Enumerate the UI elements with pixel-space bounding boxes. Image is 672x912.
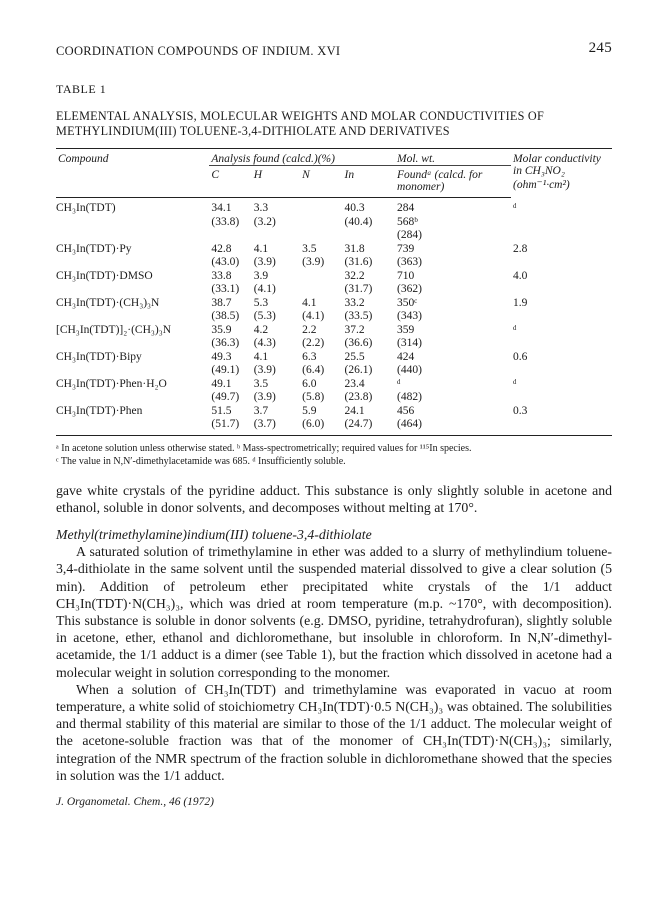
cell-compound bbox=[56, 310, 209, 324]
cell-conductivity: 0.6 bbox=[513, 350, 528, 363]
table-body bbox=[56, 198, 612, 436]
table-row bbox=[56, 297, 612, 311]
cell-c: (33.8) bbox=[211, 215, 240, 228]
table-row bbox=[56, 391, 612, 405]
cell-in bbox=[343, 229, 395, 243]
header-analysis: Analysis found (calcd.)(%) bbox=[209, 149, 395, 166]
cell-compound: CH₃In(TDT)·Bipy bbox=[56, 350, 142, 363]
header-h: H bbox=[252, 166, 300, 198]
cell-in: (26.1) bbox=[344, 364, 373, 376]
cell-c: 38.7 bbox=[211, 296, 232, 309]
cell-n bbox=[300, 283, 342, 297]
table-footnotes bbox=[56, 442, 612, 468]
header-c: C bbox=[209, 166, 251, 198]
header-found: Foundᵃ (calcd. for monomer) bbox=[395, 166, 511, 198]
cell-in: 23.4 bbox=[344, 377, 365, 390]
cell-conductivity bbox=[511, 337, 612, 351]
cell-conductivity: ᵈ bbox=[513, 377, 517, 390]
cell-in: 31.8 bbox=[344, 242, 365, 255]
cell-compound: [CH₃In(TDT)]₂·(CH₃)₃N bbox=[56, 323, 172, 336]
cell-h: (4.3) bbox=[253, 337, 276, 349]
cell-mol-wt: 710 bbox=[397, 269, 415, 282]
cell-n: (2.2) bbox=[302, 337, 325, 349]
cell-conductivity bbox=[511, 391, 612, 405]
cell-compound: CH₃In(TDT)·Phen·H₂O bbox=[56, 377, 167, 390]
cell-mol-wt: (482) bbox=[397, 391, 422, 403]
cell-c: 42.8 bbox=[211, 242, 232, 255]
cell-c: 49.3 bbox=[211, 350, 232, 363]
header-mol-wt: Mol. wt. bbox=[395, 149, 511, 166]
cell-in: (23.8) bbox=[344, 391, 373, 403]
cell-c: (51.7) bbox=[209, 418, 251, 435]
cell-h: (3.9) bbox=[253, 391, 276, 403]
cell-h: (3.7) bbox=[252, 418, 300, 435]
page-number: 245 bbox=[588, 40, 612, 56]
cell-mol-wt: 284 bbox=[397, 202, 415, 214]
table-row bbox=[56, 216, 612, 230]
cell-h: (3.9) bbox=[253, 256, 276, 268]
cell-in: (31.6) bbox=[344, 256, 373, 268]
cell-compound bbox=[56, 364, 209, 378]
cell-in: 37.2 bbox=[344, 323, 365, 336]
table-row bbox=[56, 198, 612, 216]
cell-in: (24.7) bbox=[343, 418, 395, 435]
cell-c: (43.0) bbox=[211, 256, 240, 268]
table-row bbox=[56, 229, 612, 243]
cell-c: 34.1 bbox=[211, 202, 232, 214]
table-row bbox=[56, 364, 612, 378]
cell-c: (38.5) bbox=[211, 310, 240, 322]
cell-conductivity: ᵈ bbox=[513, 323, 517, 336]
header-n: N bbox=[300, 166, 342, 198]
cell-n: (6.0) bbox=[300, 418, 342, 435]
footnote-line: ᶜ The value in N,N′-dimethylacetamide was 685. ᵈ Insufficiently soluble. bbox=[56, 455, 346, 467]
cell-mol-wt: ᵈ bbox=[397, 377, 401, 390]
cell-mol-wt: 359 bbox=[397, 323, 415, 336]
cell-c bbox=[209, 229, 251, 243]
cell-mol-wt: (464) bbox=[395, 418, 511, 435]
cell-mol-wt: 350ᶜ bbox=[397, 296, 418, 309]
cell-compound bbox=[56, 256, 209, 270]
cell-mol-wt: (440) bbox=[397, 364, 422, 376]
cell-mol-wt: 424 bbox=[397, 350, 415, 363]
cell-c: (33.1) bbox=[211, 283, 240, 295]
cell-in: (33.5) bbox=[344, 310, 373, 322]
cell-conductivity bbox=[511, 418, 612, 435]
page bbox=[56, 40, 612, 808]
table-caption: ELEMENTAL ANALYSIS, MOLECULAR WEIGHTS AND MOLAR CONDUCTIVITIES OF METHYLINDIUM(III) TOLUENE-3,4-DITHIOLATE AND DERIVATIVES bbox=[56, 109, 544, 138]
cell-n: 5.9 bbox=[302, 404, 317, 417]
cell-h: 3.3 bbox=[253, 202, 269, 214]
cell-c: (49.1) bbox=[211, 364, 240, 376]
cell-c: 49.1 bbox=[211, 377, 232, 390]
table-row bbox=[56, 324, 612, 338]
running-head-title: COORDINATION COMPOUNDS OF INDIUM. XVI bbox=[56, 44, 341, 58]
cell-n: 2.2 bbox=[302, 323, 317, 336]
footnote-line: ᵃ In acetone solution unless otherwise stated. ᵇ Mass-spectrometrically; required values for ¹¹⁵In species. bbox=[56, 442, 472, 454]
header-compound: Compound bbox=[56, 149, 209, 166]
cell-c: 35.9 bbox=[211, 323, 232, 336]
cell-compound bbox=[56, 418, 209, 435]
table-row bbox=[56, 243, 612, 257]
cell-conductivity bbox=[511, 216, 612, 230]
cell-mol-wt: (284) bbox=[397, 229, 422, 241]
cell-compound bbox=[56, 391, 209, 405]
cell-n: (5.8) bbox=[302, 391, 325, 403]
cell-h: (4.1) bbox=[253, 283, 276, 295]
cell-n bbox=[300, 216, 342, 230]
cell-n: (3.9) bbox=[302, 256, 325, 268]
cell-mol-wt: 456 bbox=[397, 404, 415, 417]
cell-h: 5.3 bbox=[253, 296, 269, 309]
cell-in: 33.2 bbox=[344, 296, 365, 309]
cell-h: 4.2 bbox=[253, 323, 269, 336]
cell-h: (3.9) bbox=[253, 364, 276, 376]
cell-conductivity bbox=[511, 256, 612, 270]
cell-c: (49.7) bbox=[211, 391, 240, 403]
cell-n bbox=[300, 270, 342, 284]
cell-c: (36.3) bbox=[211, 337, 240, 349]
table-row bbox=[56, 418, 612, 435]
cell-n: 6.0 bbox=[302, 377, 317, 390]
data-table bbox=[56, 148, 612, 436]
cell-compound bbox=[56, 337, 209, 351]
cell-compound: CH₃In(TDT)·Phen bbox=[56, 404, 143, 417]
cell-mol-wt: (363) bbox=[397, 256, 422, 268]
paragraph: When a solution of CH₃In(TDT) and trimethylamine was evaporated in vacuo at room temperature, a white solid of stoichiometry CH₃In(TDT)·0.5 N(CH₃)₃ was obtained. The solubilities and thermal stability of this material are similar to those of the 1/1 adduct. The molecular weight of the acetone-soluble fraction was that of the monomer of CH₃In(TDT)·N(CH₃)₃; similarly, integration of the NMR spectrum of the fraction soluble in dichloromethane showed that the species in solution was the 1/1 adduct. bbox=[56, 681, 612, 783]
cell-in: 40.3 bbox=[344, 202, 365, 214]
table-label: TABLE 1 bbox=[56, 82, 107, 96]
cell-h: 4.1 bbox=[253, 242, 269, 255]
cell-in: (31.7) bbox=[344, 283, 373, 295]
cell-n bbox=[300, 198, 342, 216]
cell-h bbox=[252, 229, 300, 243]
cell-n: (6.4) bbox=[302, 364, 325, 376]
table-row bbox=[56, 351, 612, 365]
header-molar-conductivity: Molar conductivity in CH₃NO₂ (ohm⁻¹·cm²) bbox=[511, 149, 612, 198]
cell-h: 3.7 bbox=[253, 404, 269, 417]
cell-mol-wt: (343) bbox=[397, 310, 422, 322]
cell-in: 32.2 bbox=[344, 269, 365, 282]
cell-conductivity bbox=[511, 310, 612, 324]
cell-compound bbox=[56, 283, 209, 297]
cell-conductivity: 1.9 bbox=[513, 296, 528, 309]
cell-mol-wt: (314) bbox=[397, 337, 422, 349]
journal-footer: J. Organometal. Chem., 46 (1972) bbox=[56, 795, 214, 808]
table-row bbox=[56, 378, 612, 392]
table-row bbox=[56, 337, 612, 351]
cell-h: 3.9 bbox=[253, 269, 269, 282]
table-row bbox=[56, 283, 612, 297]
cell-h: (3.2) bbox=[253, 215, 276, 228]
cell-h: (5.3) bbox=[253, 310, 276, 322]
cell-conductivity bbox=[511, 364, 612, 378]
cell-conductivity bbox=[511, 229, 612, 243]
cell-compound bbox=[56, 229, 209, 243]
cell-n: 6.3 bbox=[302, 350, 317, 363]
paragraph: gave white crystals of the pyridine adduct. This substance is only slightly soluble in acetone and ethanol, soluble in donor solvents, and decomposes without melting at 170°. bbox=[56, 482, 612, 515]
cell-h: 3.5 bbox=[253, 377, 269, 390]
cell-conductivity: 2.8 bbox=[513, 242, 528, 255]
cell-compound bbox=[56, 216, 209, 230]
table-row bbox=[56, 256, 612, 270]
cell-n bbox=[300, 229, 342, 243]
header-in: In bbox=[343, 166, 395, 198]
cell-c: 33.8 bbox=[211, 269, 232, 282]
cell-in: 25.5 bbox=[344, 350, 365, 363]
cell-conductivity: 0.3 bbox=[513, 404, 528, 417]
cell-compound: CH₃In(TDT)·(CH₃)₃N bbox=[56, 296, 160, 309]
table-row bbox=[56, 270, 612, 284]
cell-compound: CH₃In(TDT)·DMSO bbox=[56, 269, 153, 282]
table-row bbox=[56, 310, 612, 324]
cell-in: (40.4) bbox=[344, 215, 373, 228]
cell-compound: CH₃In(TDT)·Py bbox=[56, 242, 132, 255]
body-text bbox=[56, 482, 612, 784]
cell-in: (36.6) bbox=[344, 337, 373, 349]
cell-n: (4.1) bbox=[302, 310, 325, 322]
paragraph: A saturated solution of trimethylamine in ether was added to a slurry of methylindium toluene-3,4-dithiolate in the same solvent until the suspended material dissolved to give a clear solution (5 min). Addition of petroleum ether precipitated white crystals of the 1/1 adduct CH₃In(TDT)·N(CH₃)₃, which was dried at room temperature (m.p. ~170°, with decomposition). This substance is soluble in donor solvents (e.g. DMSO, pyridine, tetrahydrofuran), slightly soluble in acetone, ether, ethanol and dichloromethane, but insoluble in chloroform. In N,N′-dimethyl-acetamide, the 1/1 adduct is a dimer (see Table 1), but the fraction which dissolved in acetone had a molecular weight in solution corresponding to the monomer. bbox=[56, 544, 612, 680]
cell-conductivity: 4.0 bbox=[513, 269, 528, 282]
cell-in: 24.1 bbox=[344, 404, 365, 417]
cell-mol-wt: 568ᵇ bbox=[397, 215, 418, 228]
cell-n: 3.5 bbox=[302, 242, 317, 255]
section-subheading: Methyl(trimethylamine)indium(III) toluene-3,4-dithiolate bbox=[56, 526, 372, 542]
cell-compound: CH₃In(TDT) bbox=[56, 202, 116, 214]
running-head bbox=[56, 40, 612, 62]
cell-c: 51.5 bbox=[211, 404, 232, 417]
table-row bbox=[56, 405, 612, 419]
cell-conductivity bbox=[511, 283, 612, 297]
cell-mol-wt: 739 bbox=[397, 242, 415, 255]
cell-h: 4.1 bbox=[253, 350, 269, 363]
cell-conductivity: ᵈ bbox=[513, 201, 517, 214]
cell-mol-wt: (362) bbox=[397, 283, 422, 295]
cell-n: 4.1 bbox=[302, 296, 317, 309]
